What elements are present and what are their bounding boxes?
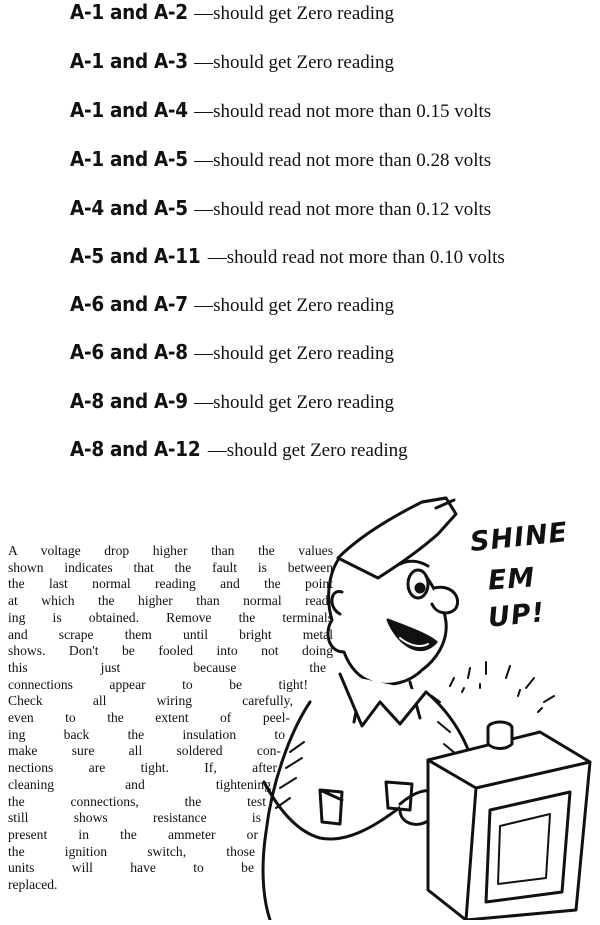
paragraph-line: make sure all soldered con- [8,743,281,759]
mechanic-cartoon-illustration [250,492,595,920]
reading-row [0,389,600,429]
terminal-pair: A-8 and A-12 [70,437,201,461]
caption-shine: SHINE [468,516,570,559]
paragraph-line: this just because the [8,659,326,675]
reading-row [0,244,600,284]
paragraph-line: ing is obtained. Remove the terminals [8,609,333,625]
reading-result: —should get Zero reading [194,3,395,24]
paragraph-line: connections appear to be tight! [8,676,308,692]
reading-row [0,0,600,40]
reading-result: —should get Zero reading [194,343,395,364]
paragraph-line: the ignition switch, those [8,843,255,859]
paragraph-line: still shows resistance is [8,810,261,826]
terminal-pair: A-1 and A-4 [70,98,188,122]
paragraph-line: nections are tight. If, after [8,760,277,776]
reading-result: —should read not more than 0.15 volts [194,101,492,122]
reading-result: —should get Zero reading [207,440,408,461]
paragraph-line: ing back the insulation to [8,726,285,742]
reading-row [0,340,600,380]
paragraph-line: the last normal reading and the point [8,576,333,592]
terminal-pair: A-4 and A-5 [70,196,188,220]
paragraph-line: replaced. [8,877,58,893]
reading-result: —should get Zero reading [194,295,395,316]
reading-row [0,196,600,236]
paragraph-line: Check all wiring carefully, [8,693,293,709]
reading-row [0,147,600,187]
reading-row [0,98,600,138]
terminal-pair: A-6 and A-8 [70,340,188,364]
mechanic-cartoon-icon [250,492,595,920]
caption-up: UP! [486,597,547,634]
paragraph-line: cleaning and tightening [8,776,271,792]
reading-result: —should get Zero reading [194,52,395,73]
reading-result: —should read not more than 0.10 volts [207,247,505,268]
reading-row [0,292,600,332]
reading-result: —should read not more than 0.12 volts [194,199,492,220]
paragraph-line: at which the higher than normal read- [8,593,333,609]
reading-row [0,49,600,89]
paragraph-line: A voltage drop higher than the values [8,543,333,558]
terminal-pair: A-6 and A-7 [70,292,188,316]
terminal-pair: A-1 and A-5 [70,147,188,171]
paragraph-line: shown indicates that the fault is between [8,559,333,575]
paragraph-line: shows. Don't be fooled into not doing [8,643,333,659]
reading-result: —should get Zero reading [194,392,395,413]
paragraph-line: the connections, the test [8,793,266,809]
paragraph-line: present in the ammeter or [8,826,258,842]
paragraph-line: and scrape them until bright metal [8,626,333,642]
terminal-pair: A-1 and A-3 [70,49,188,73]
paragraph-line: even to the extent of peel- [8,710,290,726]
reading-row [0,437,600,477]
paragraph-line: units will have to be [8,860,254,876]
reading-result: —should read not more than 0.28 volts [194,150,492,171]
terminal-pair: A-8 and A-9 [70,389,188,413]
terminal-pair: A-5 and A-11 [70,244,201,268]
terminal-pair: A-1 and A-2 [70,0,188,24]
caption-em: EM [486,562,537,597]
